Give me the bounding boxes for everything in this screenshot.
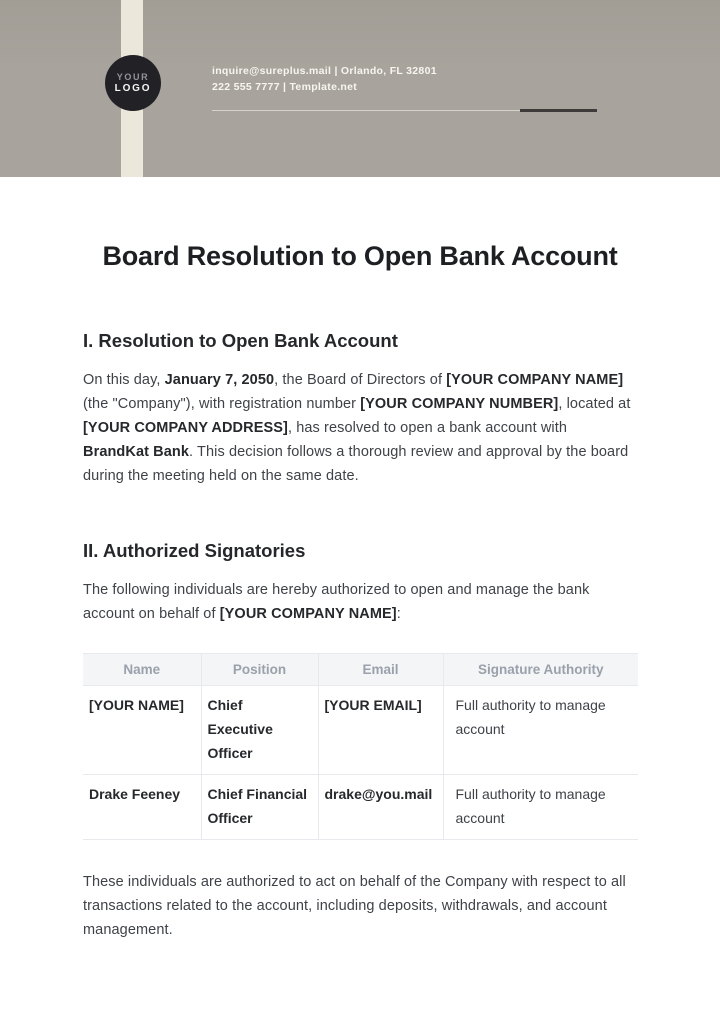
contact-line-phone-website: 222 555 7777 | Template.net — [212, 80, 358, 93]
company-number-placeholder: [YOUR COMPANY NUMBER] — [360, 396, 559, 412]
cell-email: [YOUR EMAIL] — [318, 686, 443, 775]
text-segment: , located at — [558, 396, 631, 412]
cell-email: drake@you.mail — [318, 775, 443, 840]
letterhead — [0, 0, 720, 177]
cell-name: Drake Feeney — [83, 775, 201, 840]
table-row — [83, 775, 638, 840]
cell-authority: Full authority to manage account — [443, 686, 638, 775]
logo-text-your: YOUR — [116, 72, 150, 82]
text-segment: The following individuals are hereby authorized to open and manage the bank account on behalf of — [83, 582, 590, 622]
header-divider-thin — [212, 110, 520, 112]
text-segment: , the Board of Directors of — [274, 372, 447, 388]
column-header-name: Name — [83, 654, 201, 686]
text-segment: , has resolved to open a bank account with — [287, 420, 568, 436]
page-title: Board Resolution to Open Bank Account — [102, 241, 618, 271]
signatories-table — [83, 653, 638, 840]
text-segment: . This decision follows a thorough review and approval by the board during the meeting held on the same date. — [83, 444, 629, 484]
table-row — [83, 686, 638, 775]
company-name-placeholder: [YOUR COMPANY NAME] — [219, 606, 397, 622]
date-placeholder: January 7, 2050 — [164, 372, 275, 388]
cell-name: [YOUR NAME] — [83, 686, 201, 775]
bank-name: BrandKat Bank — [83, 444, 190, 460]
company-address-placeholder: [YOUR COMPANY ADDRESS] — [83, 420, 288, 436]
section-signatories-heading: II. Authorized Signatories — [83, 540, 306, 561]
header-divider-accent — [520, 109, 597, 112]
table-header-row — [83, 654, 638, 686]
section-signatories — [83, 540, 637, 942]
column-header-position: Position — [201, 654, 318, 686]
text-segment: On this day, — [83, 372, 165, 388]
contact-line-email-address: inquire@sureplus.mail | Orlando, FL 32801 — [212, 65, 437, 77]
cell-position: Chief Financial Officer — [201, 775, 318, 840]
company-logo — [105, 55, 161, 111]
logo-text-logo: LOGO — [114, 83, 152, 94]
column-header-signature-authority: Signature Authority — [443, 654, 638, 686]
header-divider — [212, 109, 597, 112]
column-header-email: Email — [318, 654, 443, 686]
resolution-paragraph — [83, 368, 637, 488]
text-segment: (the "Company"), with registration number — [83, 396, 361, 412]
signatories-intro-paragraph — [83, 578, 637, 626]
company-name-placeholder: [YOUR COMPANY NAME] — [446, 372, 624, 388]
signatories-closing-paragraph: These individuals are authorized to act on behalf of the Company with respect to all transactions related to the account, including deposits, withdrawals, and account management. — [83, 874, 626, 938]
cell-authority: Full authority to manage account — [443, 775, 638, 840]
document-body — [0, 240, 720, 942]
contact-block — [212, 64, 437, 95]
section-resolution-heading: I. Resolution to Open Bank Account — [83, 330, 398, 351]
text-segment: : — [396, 606, 401, 622]
section-resolution — [83, 330, 637, 488]
cell-position: Chief Executive Officer — [201, 686, 318, 775]
